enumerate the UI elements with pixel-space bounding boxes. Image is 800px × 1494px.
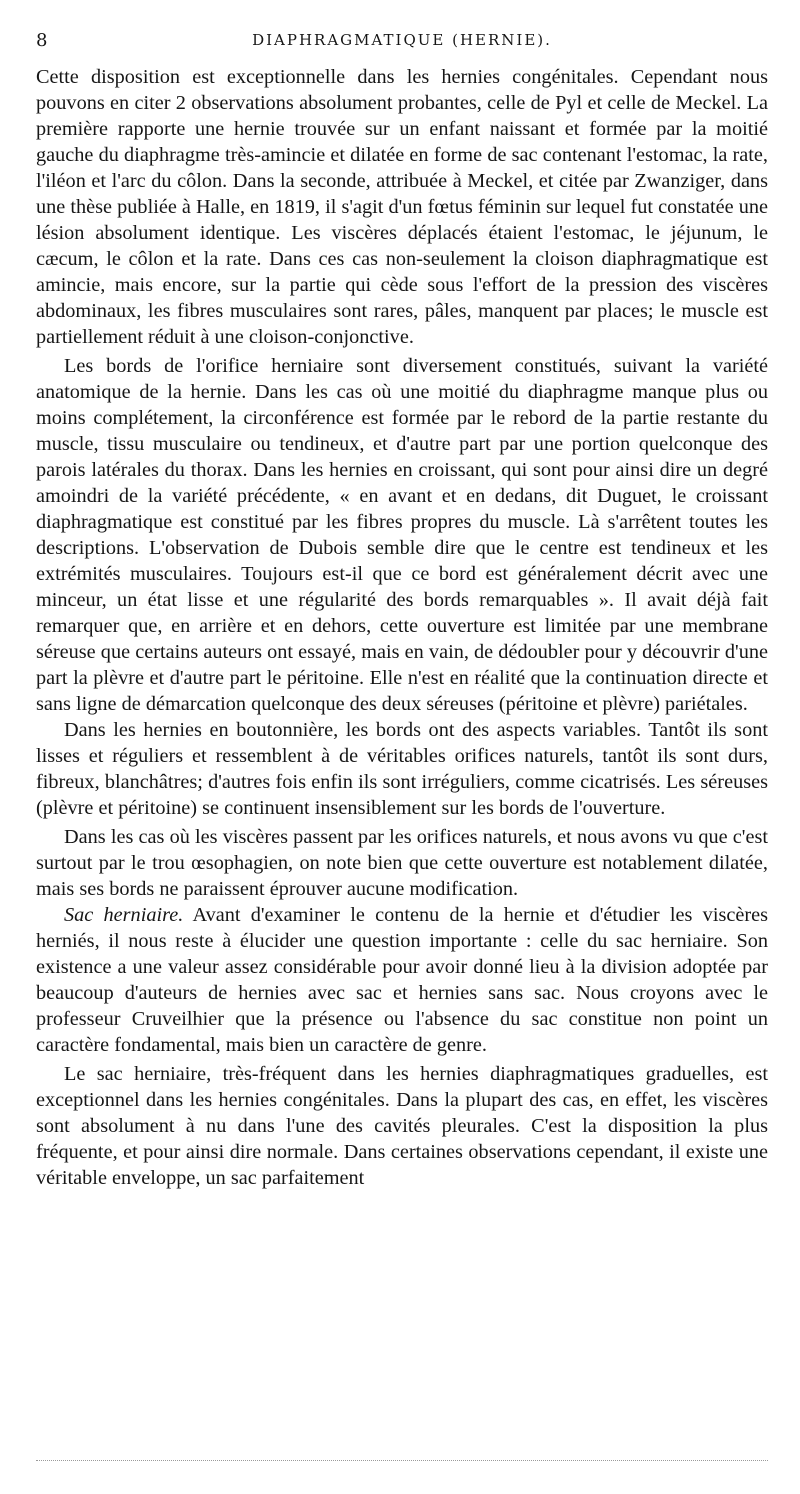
- paragraph-1: Cette disposition est exceptionnelle dans les hernies congénitales. Cependant nous pouvons en citer 2 observations absolument probantes, celle de Pyl et celle de Meckel. La première rapporte une hernie trouvée sur un enfant naissant et formée par la moitié gauche du diaphragme très-amincie et dilatée en forme de sac contenant l'estomac, la rate, l'iléon et l'arc du côlon. Dans la seconde, attribuée à Meckel, et citée par Zwanziger, dans une thèse publiée à Halle, en 1819, il s'agit d'un fœtus féminin sur lequel fut constatée une lésion absolument identique. Les viscères déplacés étaient l'estomac, le jéjunum, le cæcum, le côlon et la rate. Dans ces cas non-seulement la cloison diaphragmatique est amincie, mais encore, sur la partie qui cède sous l'effort de la pression des viscères abdominaux, les fibres musculaires sont rares, pâles, manquent par places; le muscle est partiellement réduit à une cloison-conjonctive.: [36, 66, 768, 348]
- paragraph-2: Les bords de l'orifice herniaire sont diversement constitués, suivant la variété anatomique de la hernie. Dans les cas où une moitié du diaphragme manque plus ou moins complétement, la circonférence est formée par le rebord de la partie restante du muscle, tissu musculaire ou tendineux, et d'autre part par une portion quelconque des parois latérales du thorax. Dans les hernies en croissant, qui sont pour ainsi dire un degré amoindri de la variété précédente, « en avant et en dedans, dit Duguet, le croissant diaphragmatique est constitué par les fibres propres du muscle. Là s'arrêtent toutes les descriptions. L'observation de Dubois semble dire que le centre est tendineux et les extrémités musculaires. Toujours est-il que ce bord est généralement décrit avec une minceur, un état lisse et une régularité des bords remarquables ». Il avait déjà fait remarquer que, en arrière et en dehors, cette ouverture est limitée par une membrane séreuse que certains auteurs ont essayé, mais en vain, de dédoubler pour y découvrir d'une part la plèvre et d'autre part le péritoine. Elle n'est en réalité que la continuation directe et sans ligne de démarcation quelconque des deux séreuses (péritoine et plèvre) pariétales.: [36, 355, 768, 715]
- paragraph-5: [36, 902, 768, 1058]
- paragraph-4: Dans les cas où les viscères passent par les orifices naturels, et nous avons vu que c'est surtout par le trou œsophagien, on note bien que cette ouverture est notablement dilatée, mais ses bords ne paraissent éprouver aucune modification.: [36, 826, 768, 900]
- page: [36, 30, 768, 1191]
- running-head: DIAPHRAGMATIQUE (HERNIE).: [252, 31, 552, 49]
- paragraph-6: Le sac herniaire, très-fréquent dans les hernies diaphragmatiques graduelles, est exceptionnel dans les hernies congénitales. Dans la plupart des cas, en effet, les viscères sont absolument à nu dans l'une des cavités pleurales. C'est la disposition la plus fréquente, et pour ainsi dire normale. Dans certaines observations cependant, il existe une véritable enveloppe, un sac parfaitement: [36, 1063, 768, 1189]
- paragraph-5-text: Avant d'examiner le contenu de la hernie et d'étudier les viscères herniés, il nous reste à élucider une question importante : celle du sac herniaire. Son existence a une valeur assez considérable pour avoir donné lieu à la division adoptée par beaucoup d'auteurs de hernies avec sac et hernies sans sac. Nous croyons avec le professeur Cruveilhier que la présence ou l'absence du sac constitue non point un caractère fondamental, mais bien un caractère de genre.: [36, 904, 769, 1056]
- section-title-sac-herniaire: Sac herniaire.: [64, 904, 184, 926]
- paragraph-3: Dans les hernies en boutonnière, les bords ont des aspects variables. Tantôt ils sont lisses et réguliers et ressemblent à de véritables orifices naturels, tantôt ils sont durs, fibreux, blanchâtres; d'autres fois enfin ils sont irréguliers, comme cicatrisés. Les séreuses (plèvre et péritoine) se continuent insensiblement sur les bords de l'ouverture.: [36, 719, 768, 819]
- bottom-dotted-rule: [36, 1460, 768, 1461]
- body-text: [36, 64, 768, 1191]
- page-number: 8: [36, 30, 48, 51]
- page-header: [36, 30, 768, 56]
